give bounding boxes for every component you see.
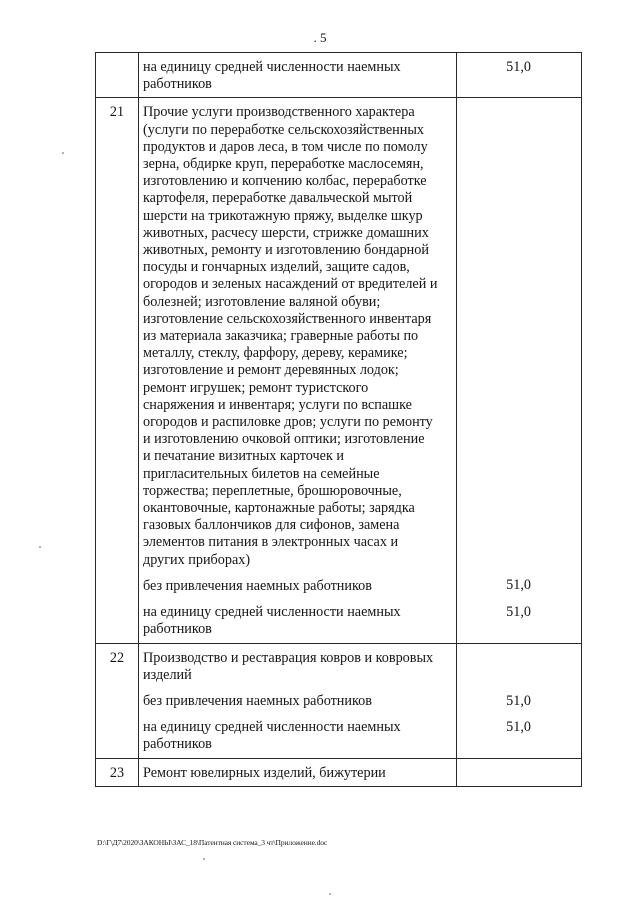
scan-speck bbox=[203, 858, 205, 860]
service-text: Ремонт ювелирных изделий, бижутерии bbox=[143, 764, 386, 781]
income-value: 51,0 bbox=[506, 577, 531, 594]
income-value-cell bbox=[457, 758, 582, 786]
table-row bbox=[96, 758, 582, 786]
table-row bbox=[96, 98, 582, 643]
service-text: без привлечения наемных работников bbox=[143, 692, 372, 709]
income-value-cell bbox=[457, 98, 582, 643]
service-description-cell bbox=[139, 53, 457, 98]
service-text: на единицу средней численности наемных работников bbox=[143, 604, 401, 638]
row-number: 23 bbox=[96, 758, 139, 786]
scan-speck bbox=[329, 893, 331, 895]
income-value: 51,0 bbox=[506, 692, 531, 709]
scan-speck bbox=[39, 546, 41, 548]
row-number: 21 bbox=[96, 98, 139, 643]
income-value: 51,0 bbox=[506, 603, 531, 620]
service-description-cell bbox=[139, 98, 457, 643]
table-row bbox=[96, 643, 582, 758]
income-value bbox=[461, 104, 531, 568]
service-text: на единицу средней численности наемных работников bbox=[143, 719, 401, 753]
income-value: 51,0 bbox=[506, 59, 531, 75]
income-value-cell bbox=[457, 643, 582, 758]
table-body bbox=[96, 53, 582, 787]
income-value: 51,0 bbox=[506, 718, 531, 735]
row-number bbox=[96, 53, 139, 98]
footer-file-path: D:\Г\Д7\2020\ЗАКОНЫ\ЗАС_18\Патентная система_3 чт\Приложение.doc bbox=[97, 838, 328, 847]
tariff-table bbox=[95, 52, 582, 787]
income-value-cell bbox=[457, 53, 582, 98]
service-text: Прочие услуги производственного характера (услуги по переработке сельскохозяйственных продуктов и даров леса, в том числе по помолу зерна, обдирке круп, переработке маслосемян, изготовлению и копчению колбас, переработке картофеля, переработке давальческой мытой шерсти на трикотажную пряжу, выделке шкур животных, расчесу шерсти, стрижке домашних животных, ремонту и изготовлению бондарной посуды и гончарных изделий, защите садов, огородов и зеленых насаждений от вредителей и болезней; изготовление валяной обуви; изготовление сельскохозяйственного инвентаря из материала заказчика; граверные работы по металлу, стеклу, фарфору, дереву, керамике; изготовление и ремонт деревянных лодок; ремонт игрушек; ремонт туристского снаряжения и инвентаря; услуги по вспашке огородов и распиловке дров; услуги по ремонту и изготовлению очковой оптики; изготовление и печатание визитных карточек и пригласительных билетов на семейные торжества; переплетные, брошюровочные, окантовочные, картонажные работы; зарядка газовых баллончиков для сифонов, замена элементов питания в электронных часах и других приборах) bbox=[143, 104, 438, 568]
income-value bbox=[461, 650, 531, 684]
income-value bbox=[461, 765, 531, 782]
service-description-cell bbox=[139, 643, 457, 758]
row-number: 22 bbox=[96, 643, 139, 758]
service-text: на единицу средней численности наемных работников bbox=[143, 59, 401, 93]
service-description-cell bbox=[139, 758, 457, 786]
page-number: . 5 bbox=[313, 30, 327, 45]
service-text: Производство и реставрация ковров и ковровых изделий bbox=[143, 649, 434, 683]
scan-speck bbox=[62, 152, 64, 154]
service-text: без привлечения наемных работников bbox=[143, 577, 372, 594]
table-row bbox=[96, 53, 582, 98]
